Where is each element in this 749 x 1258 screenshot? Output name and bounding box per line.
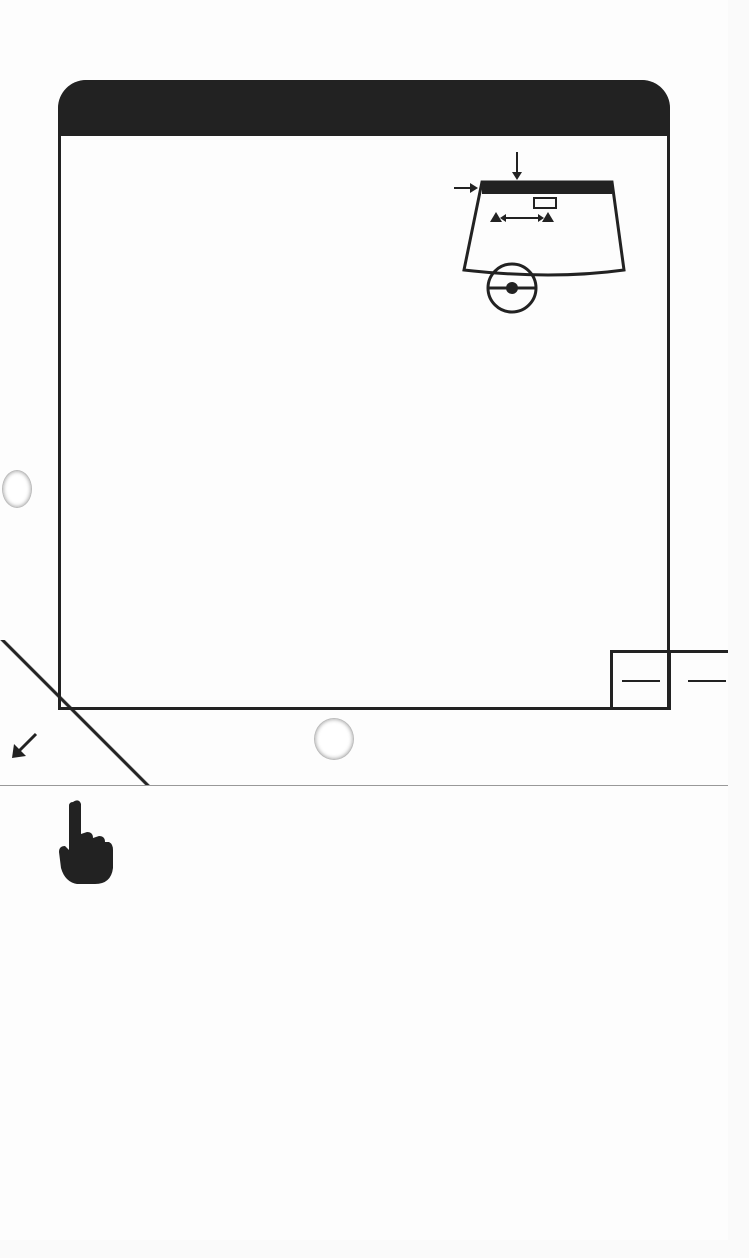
banner <box>58 80 670 136</box>
punch-hole-month <box>314 718 354 760</box>
peel-corner-line <box>0 640 150 785</box>
hand-pointer-icon <box>55 798 115 888</box>
windscreen-diagram <box>452 150 642 320</box>
punch-hole-day <box>2 470 32 508</box>
peel-arrow-icon <box>10 730 40 760</box>
dez-right-line <box>688 680 726 682</box>
barcode <box>140 1095 610 1200</box>
dez-divider <box>668 650 671 710</box>
dez-left-line <box>622 680 660 682</box>
